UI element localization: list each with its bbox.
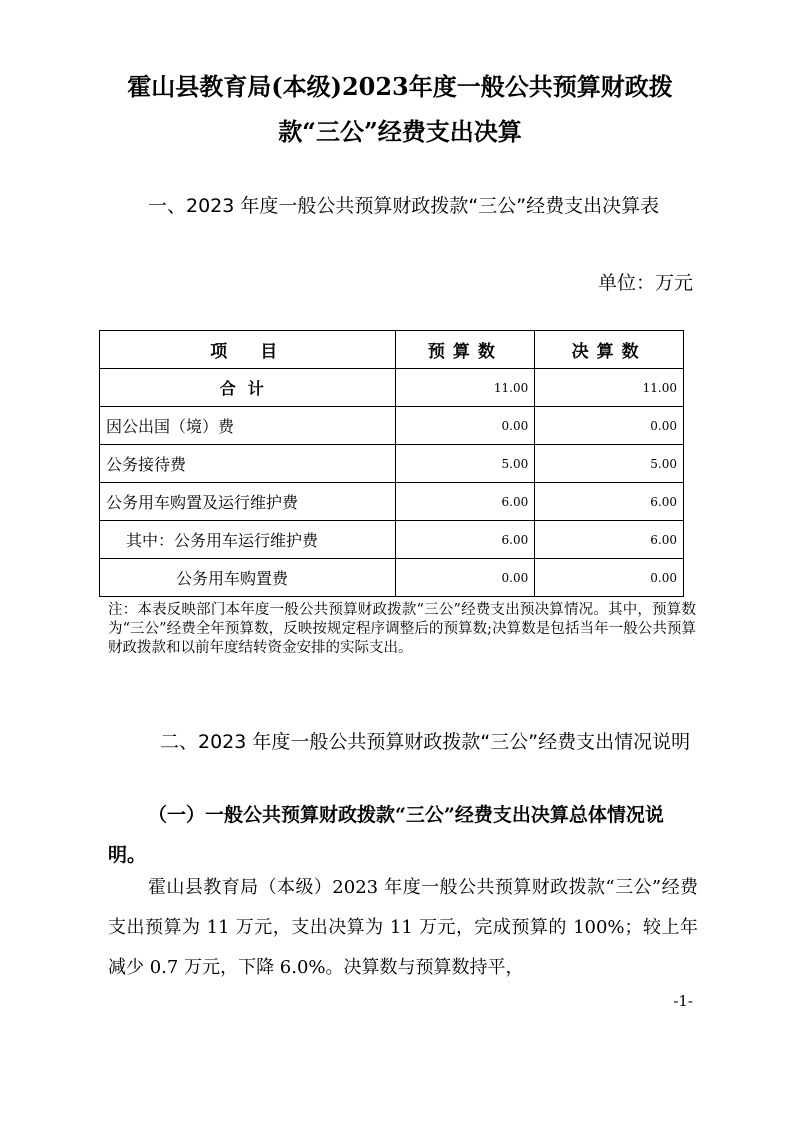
row-final: 6.00	[535, 521, 684, 559]
table-header-row	[100, 331, 684, 369]
row-budget: 11.00	[396, 369, 535, 407]
table-row	[100, 369, 684, 407]
row-label: 其中：公务用车运行维护费	[100, 521, 396, 559]
table-row	[100, 407, 684, 445]
row-budget: 6.00	[396, 521, 535, 559]
document-title: 霍山县教育局(本级)2023年度一般公共预算财政拨款“三公”经费支出决算	[127, 72, 673, 146]
table-row	[100, 559, 684, 597]
table-row	[100, 483, 684, 521]
row-budget: 0.00	[396, 559, 535, 597]
header-final: 决算数	[535, 331, 684, 369]
table-row	[100, 521, 684, 559]
section2-heading: 二、2023 年度一般公共预算财政拨款“三公”经费支出情况说明	[160, 731, 691, 753]
table-row	[100, 445, 684, 483]
row-label: 公务接待费	[100, 445, 396, 483]
header-budget: 预算数	[396, 331, 535, 369]
header-item: 项 目	[100, 331, 396, 369]
expense-table	[99, 330, 684, 597]
row-final: 0.00	[535, 407, 684, 445]
row-label: 合计	[100, 369, 396, 407]
row-final: 6.00	[535, 483, 684, 521]
body-paragraph: 霍山县教育局（本级）2023 年度一般公共预算财政拨款“三公”经费支出预算为 11 万元，支出决算为 11 万元，完成预算的 100%；较上年减少 0.7 万元，下降 6.0%。决算数与预算数持平，	[108, 877, 698, 978]
subsection1-heading: （一）一般公共预算财政拨款“三公”经费支出决算总体情况说明。	[108, 804, 664, 866]
page-number: -1-	[673, 992, 693, 1010]
section1-heading: 一、2023 年度一般公共预算财政拨款“三公”经费支出决算表	[148, 195, 660, 217]
row-label: 公务用车购置费	[100, 559, 396, 597]
row-budget: 0.00	[396, 407, 535, 445]
row-budget: 6.00	[396, 483, 535, 521]
row-final: 5.00	[535, 445, 684, 483]
row-budget: 5.00	[396, 445, 535, 483]
row-label: 公务用车购置及运行维护费	[100, 483, 396, 521]
unit-label: 单位：万元	[597, 272, 693, 294]
row-final: 11.00	[535, 369, 684, 407]
row-label: 因公出国（境）费	[100, 407, 396, 445]
table-note: 注：本表反映部门本年度一般公共预算财政拨款“三公”经费支出预决算情况。其中，预算数为“三公”经费全年预算数，反映按规定程序调整后的预算数;决算数是包括当年一般公共预算财政拨款和以前年度结转资金安排的实际支出。	[108, 602, 696, 656]
row-final: 0.00	[535, 559, 684, 597]
